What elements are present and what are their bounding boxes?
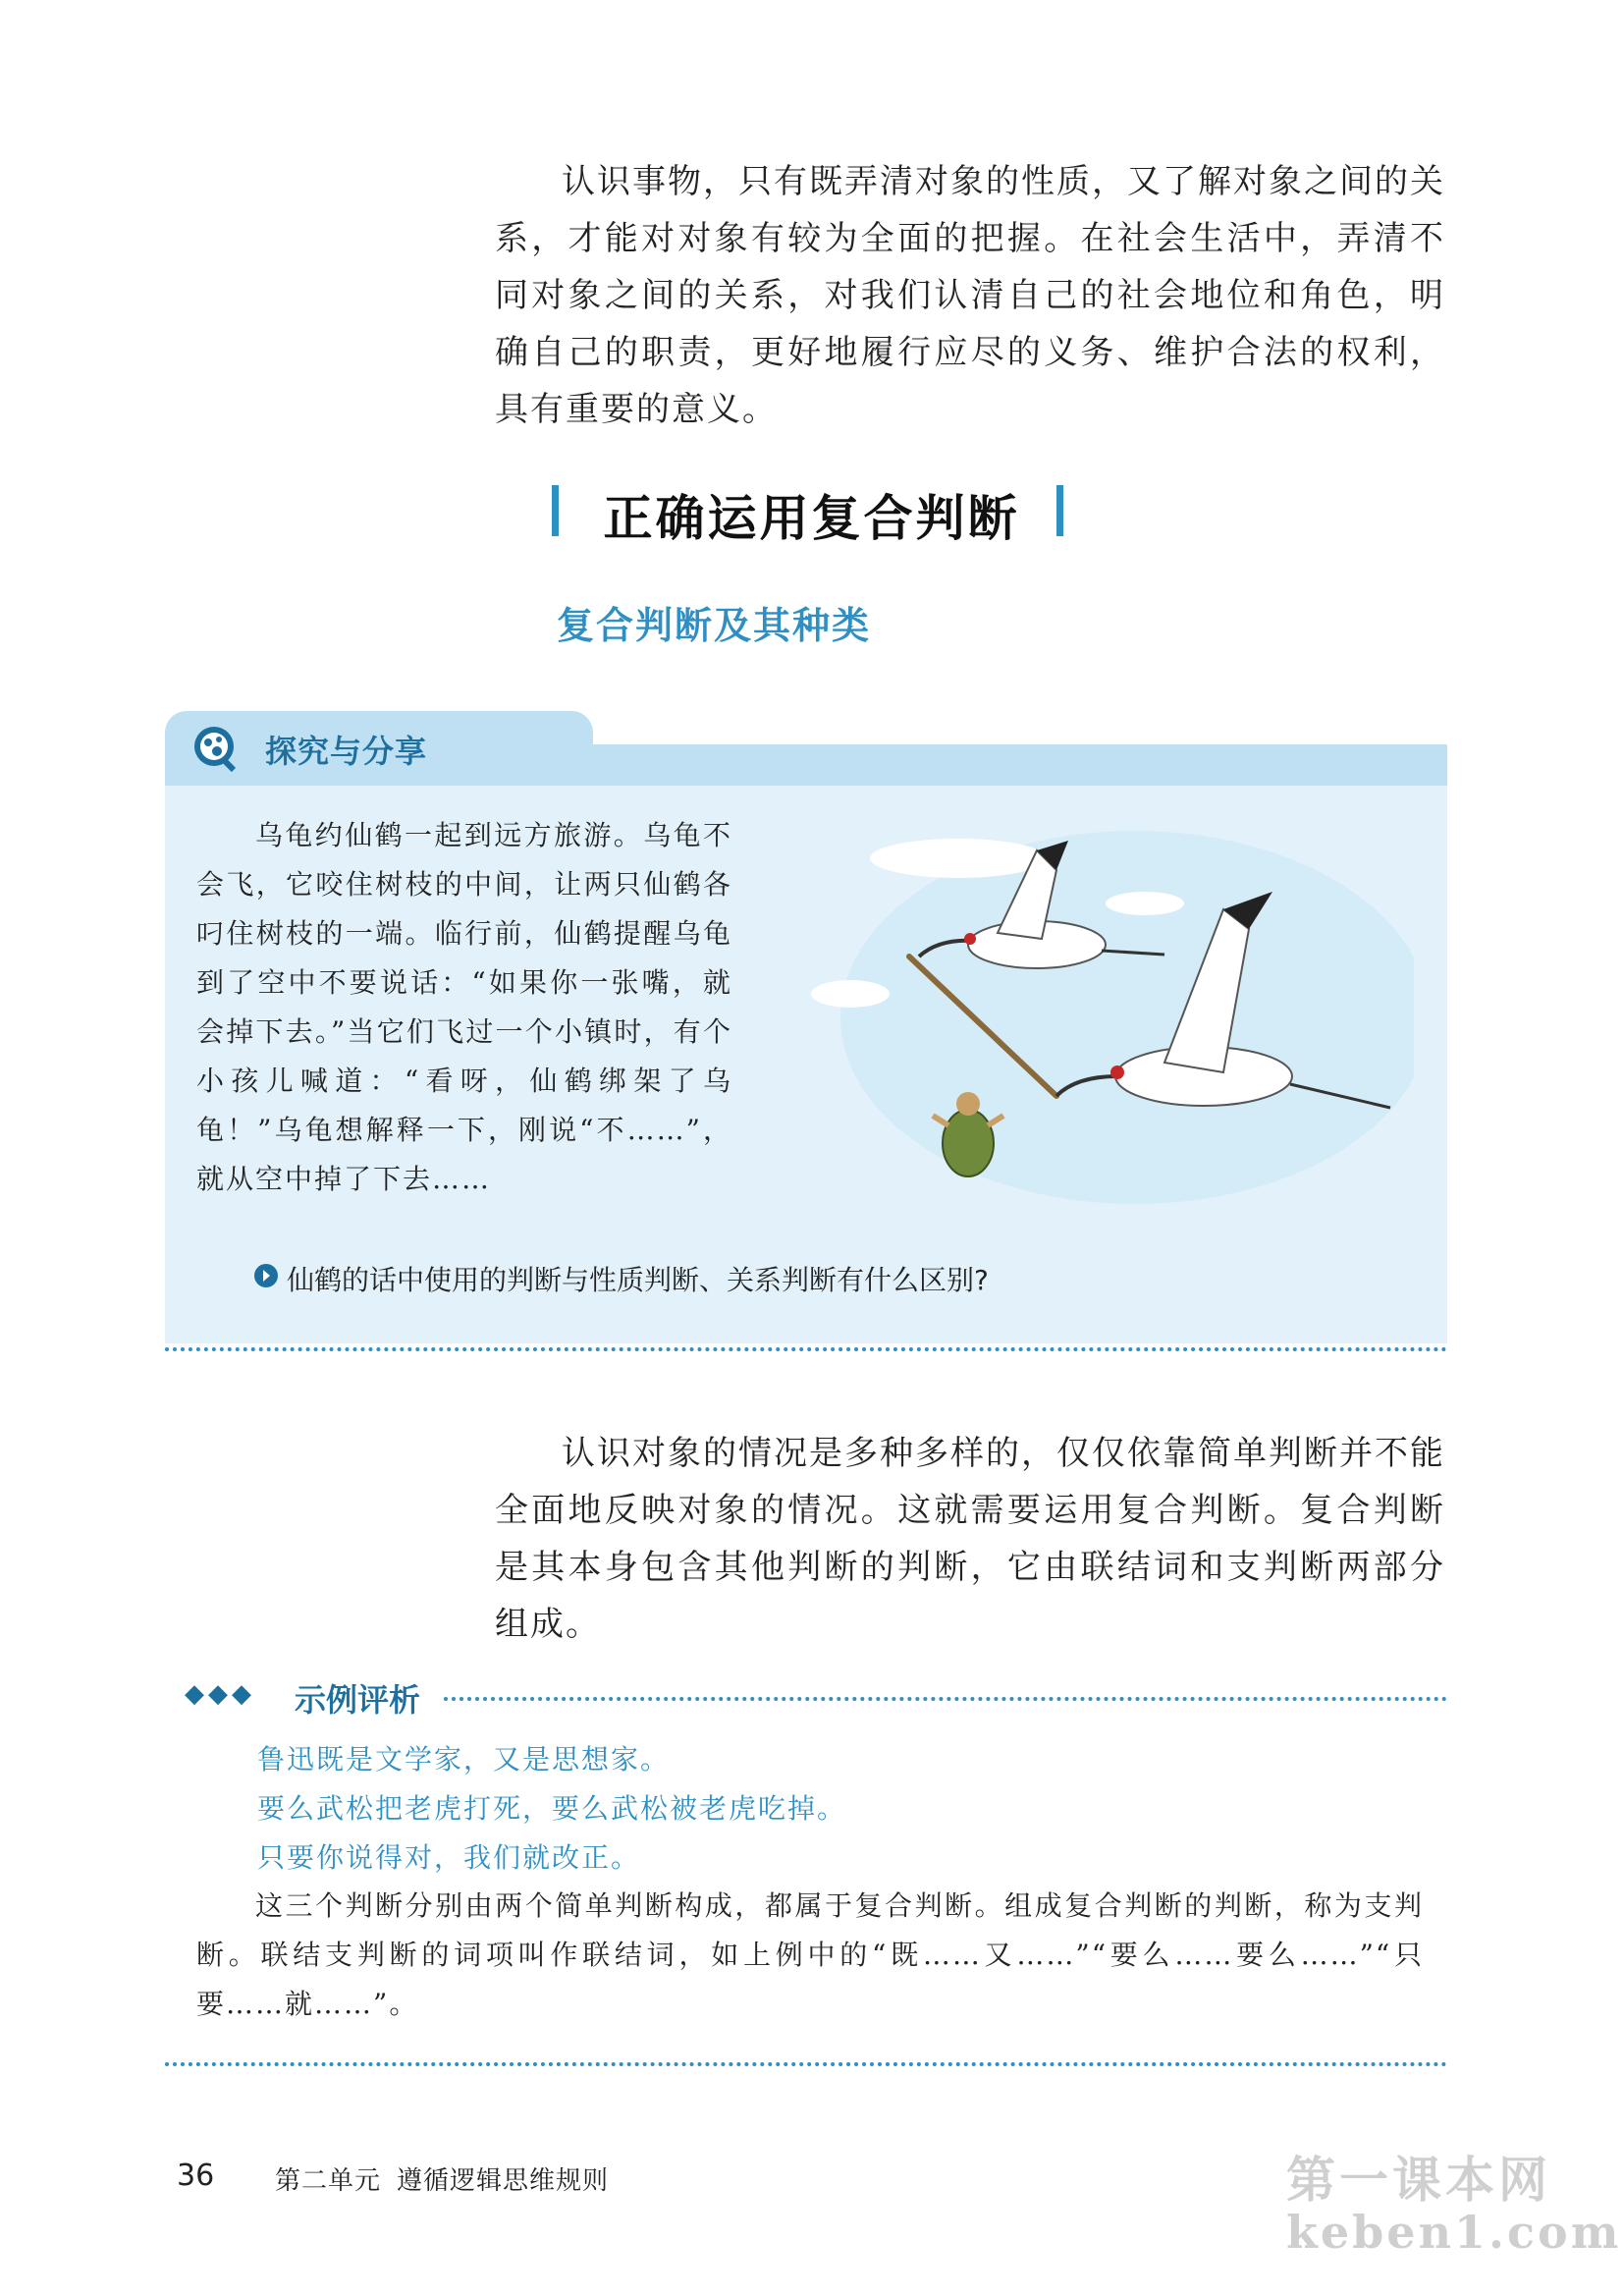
example-bottom-divider: [165, 2062, 1447, 2066]
section-title-right-bar: [1056, 485, 1063, 536]
watermark-title: 第一课本网: [1286, 2152, 1551, 2209]
explore-title: 探究与分享: [265, 733, 428, 770]
explore-box-bottom-divider: [165, 1347, 1447, 1351]
example-title: 示例评析: [295, 1681, 421, 1719]
example-title-divider: [444, 1697, 1447, 1701]
example-diamond-icons: ◆◆◆: [185, 1679, 255, 1709]
subsection-title: 复合判断及其种类: [557, 604, 872, 647]
intro-paragraph: 认识事物，只有既弄清对象的性质，又了解对象之间的关系，才能对对象有较为全面的把握。在社会生活中，弄清不同对象之间的关系，对我们认清自己的社会地位和角色，明确自己的职责，更好地履行应尽的义务、维护合法的权利，具有重要的意义。: [495, 162, 1445, 429]
page-number: 36: [177, 2159, 215, 2193]
section-title: 正确运用复合判断: [603, 490, 1020, 547]
unit-title: 遵循逻辑思维规则: [397, 2166, 610, 2196]
watermark-url: keben1.com: [1286, 2206, 1622, 2259]
unit-label: 第二单元: [275, 2166, 382, 2196]
body-paragraph: 认识对象的情况是多种多样的，仅仅依靠简单判断并不能全面地反映对象的情况。这就需要运用复合判断。复合判断是其本身包含其他判断的判断，它由联结词和支判断两部分组成。: [495, 1434, 1445, 1644]
example-explanation: 这三个判断分别由两个简单判断构成，都属于复合判断。组成复合判断的判断，称为支判断。联结支判断的词项叫作联结词，如上例中的“既……又……”“要么……要么……”“只要……就……”。: [196, 1889, 1424, 2020]
example-item: 只要你说得对，我们就改正。: [257, 1841, 641, 1874]
magnifier-globe-icon: [190, 723, 242, 774]
example-item: 要么武松把老虎打死，要么武松被老虎吃掉。: [257, 1792, 847, 1825]
story-text: 乌龟约仙鹤一起到远方旅游。乌龟不会飞，它咬住树枝的中间，让两只仙鹤各叼住树枝的一端。临行前，仙鹤提醒乌龟到了空中不要说话：“如果你一张嘴，就会掉下去。”当它们飞过一个小镇时，有个小孩儿喊道：“看呀，仙鹤绑架了乌龟！”乌龟想解释一下，刚说“不……”，就从空中掉了下去……: [196, 819, 732, 1195]
example-item: 鲁迅既是文学家，又是思想家。: [257, 1743, 671, 1776]
cranes-carrying-tortoise-illustration: [811, 831, 1414, 1224]
explore-question: 仙鹤的话中使用的判断与性质判断、关系判断有什么区别?: [287, 1264, 989, 1296]
arrow-circle-icon: [253, 1263, 279, 1288]
